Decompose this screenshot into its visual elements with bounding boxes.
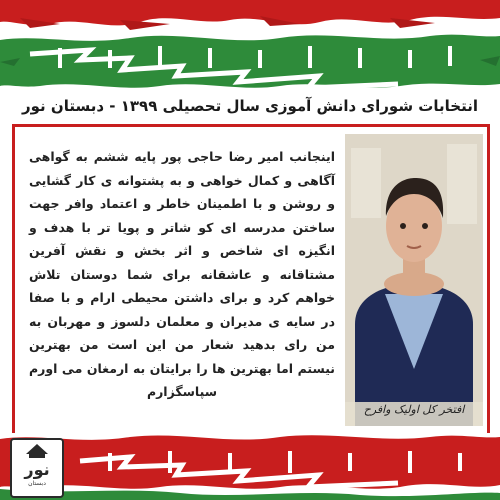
- photo-caption: افتخر کل اولیک وافرح: [363, 403, 465, 416]
- logo-name: نور: [24, 460, 50, 479]
- page-title: انتخابات شورای دانش آموزی سال تحصیلی ۱۳۹۹ - دبستان نور: [22, 97, 478, 115]
- top-decorative-banner: [0, 0, 500, 92]
- school-building-icon: [12, 440, 62, 460]
- candidate-photo: [345, 134, 483, 426]
- candidate-statement: اینجانب امیر رضا حاجی پور پایه ششم به گواهی آگاهی و کمال خواهی و به پشتوانه ی کار گشایی و روشن و با اطمینان خاطر و اعتماد وافر جهت ساختن مدرسه ای کو شاتر و پویا تر با هدف و انگیزه ای شاخص و اثر بخش و نقش آفرین مشتاقانه و عاشقانه برای شما دوستان تلاش خواهم کرد و برای داشتن محیطی ارام و با صفا در سایه ی مدیران و معلمان دلسوز و مهربان به من رای بدهید شعار من این است من بهترین نیستم اما بهترین ها را برایتان به ارمغان می اورم سپاسگزارم: [29, 149, 335, 399]
- school-logo: [10, 438, 64, 498]
- candidate-card: [12, 124, 490, 436]
- bottom-decorative-banner: [0, 433, 500, 500]
- student-portrait-icon: [345, 134, 483, 426]
- logo-subtitle: دبستان: [28, 480, 46, 487]
